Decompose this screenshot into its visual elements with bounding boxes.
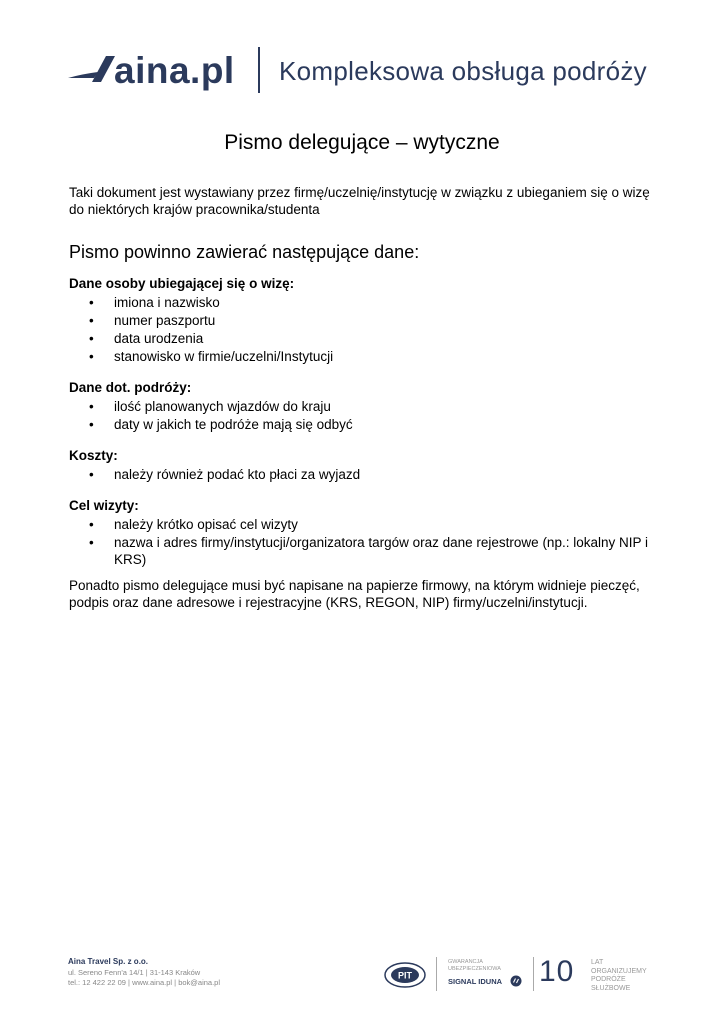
section-applicant xyxy=(69,275,659,367)
subheading: Pismo powinno zawierać następujące dane: xyxy=(69,242,420,262)
list-item: • imiona i nazwisko xyxy=(89,295,220,310)
logo-text: aina.pl xyxy=(114,50,235,91)
footer-divider xyxy=(436,957,437,991)
list-item: • nazwa i adres firmy/instytucji/organizatora targów oraz dane rejestrowe (np.: lokalny NIP i KRS) xyxy=(89,535,648,567)
signal-iduna-logo-icon xyxy=(510,975,522,987)
signal-iduna-label: SIGNAL IDUNA xyxy=(448,977,503,986)
footer xyxy=(68,957,658,997)
bullet-list xyxy=(69,399,659,434)
guarantee-line-2: UBEZPIECZENIOWA xyxy=(448,966,501,972)
document-title: Pismo delegujące – wytyczne xyxy=(224,131,500,154)
closing-paragraph: Ponadto pismo delegujące musi być napisane na papierze firmowy, na którym widnieje pieczęć, podpis oraz dane adresowe i rejestracyjne (KRS, REGON, NIP) firmy/uczelni/instytucji. xyxy=(69,578,640,610)
intro-paragraph: Taki dokument jest wystawiany przez firmę/uczelnię/instytucję w związku z ubieganiem się o wizę do niektórych krajów pracownika/studenta xyxy=(69,185,650,217)
section-heading: Dane dot. podróży: xyxy=(69,380,192,395)
section-costs xyxy=(69,447,659,485)
section-purpose xyxy=(69,497,659,570)
list-item: • stanowisko w firmie/uczelni/Instytucji xyxy=(89,349,334,365)
bullet-list xyxy=(69,467,659,484)
list-item: • daty w jakich te podróże mają się odbyć xyxy=(89,417,353,433)
pit-logo-icon xyxy=(383,961,427,989)
section-heading: Koszty: xyxy=(69,448,118,463)
footer-company: Aina Travel Sp. z o.o. xyxy=(68,957,149,966)
bullet-list xyxy=(69,295,659,366)
plane-wing-logo-icon xyxy=(68,52,116,84)
section-travel xyxy=(69,379,659,435)
bullet-list xyxy=(69,517,659,568)
guarantee-line-1: GWARANCJA xyxy=(448,959,483,965)
header-divider xyxy=(258,47,260,93)
letterhead xyxy=(68,44,668,96)
list-item: • należy krótko opisać cel wizyty xyxy=(89,517,298,532)
pit-label: PIT xyxy=(397,970,413,981)
list-item: • numer paszportu xyxy=(89,313,216,329)
list-item: • data urodzenia xyxy=(89,331,204,347)
list-item: • należy również podać kto płaci za wyjazd xyxy=(89,467,361,482)
footer-address: ul. Sereno Fenn'a 14/1 | 31-143 Kraków xyxy=(68,968,201,977)
footer-divider xyxy=(533,957,534,991)
years-number: 10 xyxy=(539,955,575,988)
footer-contact: tel.: 12 422 22 09 | www.aina.pl | bok@aina.pl xyxy=(68,978,221,987)
tagline: Kompleksowa obsługa podróży xyxy=(279,56,647,86)
section-heading: Cel wizyty: xyxy=(69,498,139,513)
list-item: • ilość planowanych wjazdów do kraju xyxy=(89,399,331,414)
years-caption: LAT ORGANIZUJEMY PODRÓŻE SŁUŻBOWE xyxy=(591,959,647,992)
section-heading: Dane osoby ubiegającej się o wizę: xyxy=(69,276,295,291)
